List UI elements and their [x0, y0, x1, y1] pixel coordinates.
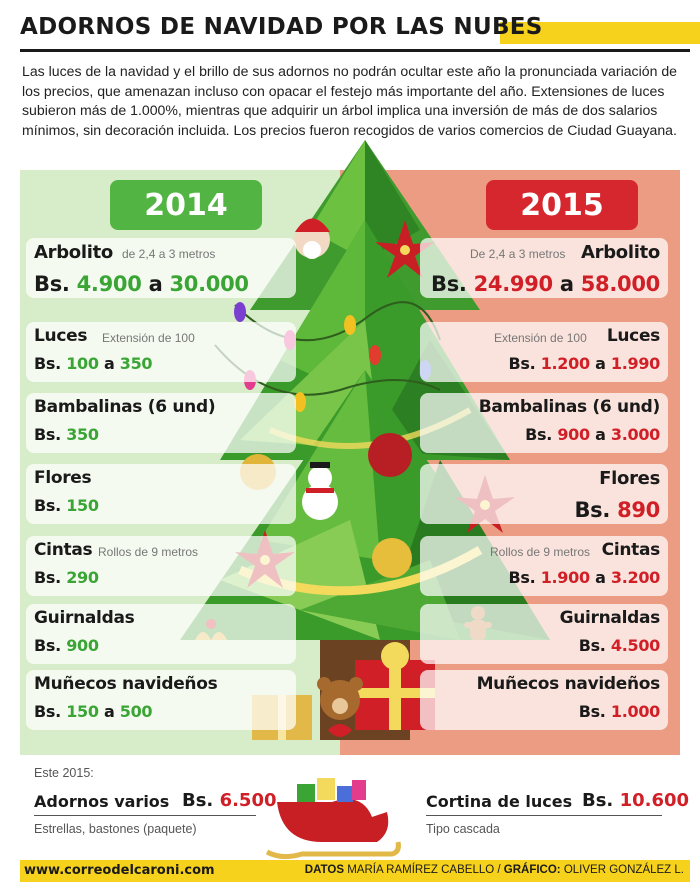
cortina-divider: [426, 815, 662, 816]
row-2015-arbolito: De 2,4 a 3 metros Arbolito Bs. 24.990 a 58.000: [420, 238, 668, 298]
credits: DATOS MARÍA RAMÍREZ CABELLO / GRÁFICO: OLIVER GONZÁLEZ L.: [304, 864, 684, 876]
row-2014-guirnaldas: Guirnaldas Bs. 900: [26, 604, 296, 664]
price-2014-cintas: Bs. 290: [34, 568, 99, 587]
price-2015-munecos: Bs. 1.000: [578, 702, 660, 721]
intro-paragraph: Las luces de la navidad y el brillo de sus adornos no podrán ocultar este año la pronunciada variación de los precios, que amenazan incluso con opacar el festejo más importante del año. Extensiones de luces subieron más de 1.000%, mientras que adquirir un árbol implica una inversión de más de dos salarios mínimos, sin decoración incluida. Los precios fueron recogidos de varios comercios de Ciudad Guayana.: [22, 63, 678, 138]
row-2015-flores: Flores Bs. 890: [420, 464, 668, 524]
price-2014-arbolito: Bs. 4.900 a 30.000: [34, 272, 249, 296]
row-2015-munecos: Muñecos navideños Bs. 1.000: [420, 670, 668, 730]
price-2015-guirnaldas: Bs. 4.500: [578, 636, 660, 655]
row-2015-guirnaldas: Guirnaldas Bs. 4.500: [420, 604, 668, 664]
price-2015-luces: Bs. 1.200 a 1.990: [508, 354, 660, 373]
row-2014-arbolito: Arbolito de 2,4 a 3 metros Bs. 4.900 a 30.000: [26, 238, 296, 298]
price-2015-bambalinas: Bs. 900 a 3.000: [525, 425, 660, 444]
title-rule: [20, 49, 690, 52]
row-2015-cintas: Rollos de 9 metros Cintas Bs. 1.900 a 3.200: [420, 536, 668, 596]
row-2014-bambalinas: Bambalinas (6 und) Bs. 350: [26, 393, 296, 453]
red-ornament: [368, 433, 412, 477]
cortina-de-luces-label: Cortina de luces: [426, 792, 573, 811]
website-link[interactable]: www.correodelcaroni.com: [24, 863, 215, 878]
row-2014-munecos: Muñecos navideños Bs. 150 a 500: [26, 670, 296, 730]
cortina-de-luces-price: Bs. 10.600: [582, 790, 690, 811]
adornos-varios-sub: Estrellas, bastones (paquete): [34, 822, 197, 836]
sleigh-illustration: [262, 772, 402, 862]
row-2015-luces: Extensión de 100 Luces Bs. 1.200 a 1.990: [420, 322, 668, 382]
price-2015-arbolito: Bs. 24.990 a 58.000: [430, 272, 660, 296]
cortina-de-luces-sub: Tipo cascada: [426, 822, 500, 836]
year-2014-badge: 2014: [110, 180, 262, 230]
row-2014-flores: Flores Bs. 150: [26, 464, 296, 524]
row-2014-luces: Luces Extensión de 100 Bs. 100 a 350: [26, 322, 296, 382]
adornos-varios-price: Bs. 6.500: [182, 790, 277, 811]
price-2015-cintas: Bs. 1.900 a 3.200: [508, 568, 660, 587]
row-2015-bambalinas: Bambalinas (6 und) Bs. 900 a 3.000: [420, 393, 668, 453]
price-2014-munecos: Bs. 150 a 500: [34, 702, 153, 721]
adornos-varios-label: Adornos varios: [34, 792, 170, 811]
price-2014-luces: Bs. 100 a 350: [34, 354, 153, 373]
price-2014-flores: Bs. 150: [34, 496, 99, 515]
row-2014-cintas: Cintas Rollos de 9 metros Bs. 290: [26, 536, 296, 596]
adornos-divider: [34, 815, 256, 816]
gold-ornament-right: [372, 538, 412, 578]
price-2014-bambalinas: Bs. 350: [34, 425, 99, 444]
page-title: ADORNOS DE NAVIDAD POR LAS NUBES: [20, 14, 543, 40]
year-2015-badge: 2015: [486, 180, 638, 230]
price-2014-guirnaldas: Bs. 900: [34, 636, 99, 655]
this-year-label: Este 2015:: [34, 766, 94, 780]
price-2015-flores: Bs. 890: [574, 498, 660, 522]
